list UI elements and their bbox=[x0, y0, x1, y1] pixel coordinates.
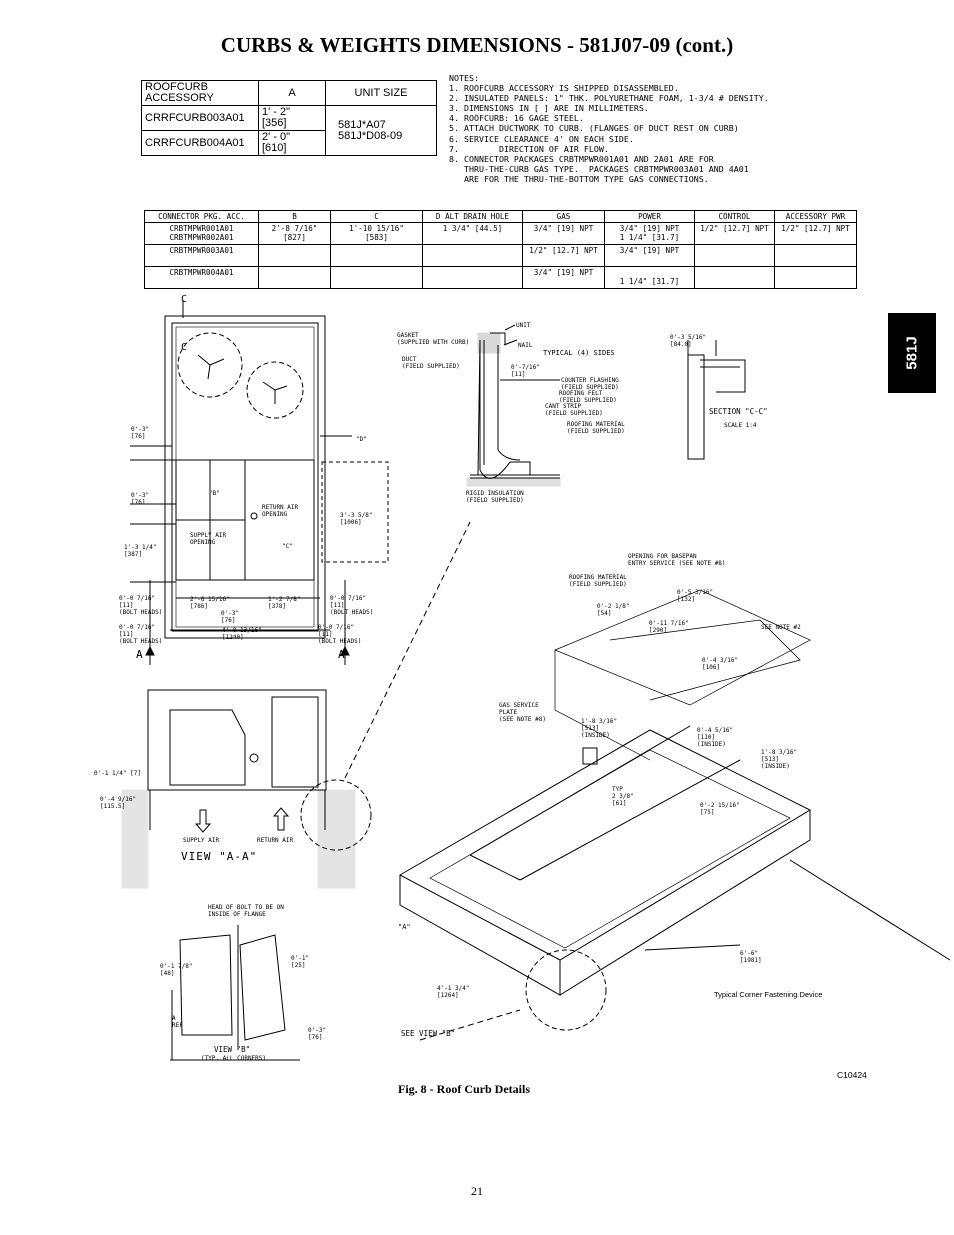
note-2: 2. INSULATED PANELS: 1" THK. POLYURETHANE FOAM, 1-3/4 # DENSITY. bbox=[449, 93, 769, 104]
conn-header-control: CONTROL bbox=[695, 211, 775, 223]
conn-r3-power: 1 1/4" [31.7] bbox=[605, 267, 695, 289]
conn-r1-power: 3/4" [19] NPT 1 1/4" [31.7] bbox=[605, 223, 695, 245]
dim-0-11-716: 0'-11 7/16" [290] bbox=[649, 620, 689, 634]
label-view-aa: VIEW "A-A" bbox=[181, 850, 258, 863]
dim-1-8-316-a: 1'-8 3/16" [513] (INSIDE) bbox=[581, 718, 618, 739]
label-head-of-bolt: HEAD OF BOLT TO BE ON INSIDE OF FLANGE bbox=[208, 904, 284, 918]
label-section-cc: SECTION "C-C" bbox=[709, 407, 768, 416]
label-a-left: A bbox=[136, 648, 143, 661]
dim-0-3-76c: 0'-3" [76] bbox=[221, 610, 240, 624]
label-roofing-material: ROOFING MATERIAL (FIELD SUPPLIED) bbox=[567, 421, 625, 435]
conn-r2-gas: 1/2" [12.7] NPT bbox=[523, 245, 605, 267]
note-5: 5. ATTACH DUCTWORK TO CURB. (FLANGES OF DUCT REST ON CURB) bbox=[449, 123, 739, 134]
note-4: 4. ROOFCURB: 16 GAGE STEEL. bbox=[449, 113, 584, 124]
roof-header-accessory: ROOFCURB ACCESSORY bbox=[142, 81, 259, 106]
dim-0-3-mid: 0'-3" [76] bbox=[131, 492, 150, 506]
dim-0-3-516: 0'-3 5/16" [84.0] bbox=[670, 334, 707, 348]
detail-callout-line bbox=[345, 522, 470, 778]
dim-1-8-316-b: 1'-8 3/16" [513] (INSIDE) bbox=[761, 749, 798, 770]
isometric-curb bbox=[400, 590, 950, 1040]
note-7: 7. DIRECTION OF AIR FLOW. bbox=[449, 143, 609, 154]
conn-header-power: POWER bbox=[605, 211, 695, 223]
label-b: "B" bbox=[209, 490, 220, 497]
roof-header-unit-size: UNIT SIZE bbox=[326, 81, 437, 106]
conn-r2-pkg: CRBTMPWR003A01 bbox=[145, 245, 259, 267]
note-6: 6. SERVICE CLEARANCE 4' ON EACH SIDE. bbox=[449, 133, 634, 144]
page-title: CURBS & WEIGHTS DIMENSIONS - 581J07-09 (cont.) bbox=[220, 33, 734, 57]
label-a-right: A bbox=[338, 648, 345, 661]
corner-fastening-label: Typical Corner Fastening Device bbox=[714, 990, 823, 999]
label-scale: SCALE 1:4 bbox=[724, 422, 757, 429]
dim-bolt-heads-1: 0'-0 7/16" [11] (BOLT HEADS) bbox=[119, 595, 163, 616]
dim-0-4-516: 0'-4 5/16" [110] (INSIDE) bbox=[697, 727, 734, 748]
conn-r1-c: 1'-10 15/16" [583] bbox=[331, 223, 423, 245]
conn-r1-d: 1 3/4" [44.5] bbox=[423, 223, 523, 245]
conn-header-pkg: CONNECTOR PKG. ACC. bbox=[145, 211, 259, 223]
side-tab-label: 581J bbox=[903, 336, 921, 370]
label-supply-air: SUPPLY AIR bbox=[183, 837, 220, 844]
dim-0-2-1516: 0'-2 15/16" [75] bbox=[700, 802, 740, 816]
label-typical-sides: TYPICAL (4) SIDES bbox=[543, 349, 615, 357]
dim-0-5-316: 0'-5 3/16" [132] bbox=[677, 589, 714, 603]
conn-header-gas: GAS bbox=[523, 211, 605, 223]
roof-row2-accessory: CRRFCURB004A01 bbox=[142, 131, 259, 156]
label-supply-air-opening: SUPPLY AIR OPENING bbox=[190, 532, 227, 546]
conn-header-d: D ALT DRAIN HOLE bbox=[423, 211, 523, 223]
view-b bbox=[170, 925, 300, 1060]
dim-bolt-heads-2: 0'-0 7/16" [11] (BOLT HEADS) bbox=[330, 595, 374, 616]
label-rigid-insulation: RIGID INSULATION (FIELD SUPPLIED) bbox=[466, 490, 524, 504]
conn-r1-pkg: CRBTMPWR001A01 CRBTMPWR002A01 bbox=[145, 223, 259, 245]
label-typ-2-38: TYP 2 3/8" [61] bbox=[612, 786, 634, 807]
conn-r1-accessory-pwr: 1/2" [12.7] NPT bbox=[775, 223, 857, 245]
dim-3-3-58: 3'-3 5/8" [1006] bbox=[340, 512, 373, 526]
dim-bolt-heads-3: 0'-0 7/16" [11] (BOLT HEADS) bbox=[119, 624, 163, 645]
dim-bolt-heads-4: 0'-0 7/16" [11] (BOLT HEADS) bbox=[318, 624, 362, 645]
label-a-ref: A REF bbox=[172, 1015, 183, 1029]
conn-r1-control: 1/2" [12.7] NPT bbox=[695, 223, 775, 245]
label-view-b: VIEW "B" bbox=[214, 1045, 251, 1054]
roof-row1-accessory: CRRFCURB003A01 bbox=[142, 106, 259, 131]
dim-1-2-78: 1'-2 7/8" [378] bbox=[268, 596, 301, 610]
dim-0-1: 0'-1" [25] bbox=[291, 955, 310, 969]
roof-row2-unit: 581J*D08-09 bbox=[338, 129, 403, 142]
label-nail: NAIL bbox=[518, 342, 533, 349]
label-see-note-2: SEE NOTE #2 bbox=[761, 624, 801, 631]
conn-r1-b: 2'-8 7/16" [827] bbox=[259, 223, 331, 245]
note-3: 3. DIMENSIONS IN [ ] ARE IN MILLIMETERS. bbox=[449, 103, 649, 114]
note-8: 8. CONNECTOR PACKAGES CRBTMPWR001A01 AND 2A01 ARE FOR bbox=[449, 153, 714, 164]
dim-6-6: 6'-6" [1981] bbox=[740, 950, 762, 964]
dim-0-3-76d: 0'-3" [76] bbox=[308, 1027, 327, 1041]
roof-row2-a-mm: [610] bbox=[262, 142, 287, 154]
roof-header-a: A bbox=[259, 81, 326, 106]
notes-heading: NOTES: bbox=[449, 73, 479, 83]
label-typ-all-corners: (TYP. ALL CORNERS) bbox=[201, 1055, 267, 1062]
label-c-top: C bbox=[181, 294, 188, 305]
conn-r3-pkg: CRBTMPWR004A01 bbox=[145, 267, 259, 289]
dim-2-6-1516: 2'-6 15/16" [786] bbox=[190, 596, 230, 610]
dim-1-3-14: 1'-3 1/4" [387] bbox=[124, 544, 157, 558]
roof-row1-a-ft: 1' - 2" bbox=[262, 106, 291, 118]
label-gasket: GASKET (SUPPLIED WITH CURB) bbox=[397, 332, 470, 346]
dim-0-3-top: 0'-3" [76] bbox=[131, 426, 150, 440]
roof-row1-a-mm: [356] bbox=[262, 117, 287, 129]
dim-0-4-916: 0'-4 9/16" [115.5] bbox=[100, 796, 137, 810]
label-roofing-material-2: ROOFING MATERIAL (FIELD SUPPLIED) bbox=[569, 574, 627, 588]
roof-row1-unit: 581J*A07 bbox=[338, 118, 386, 131]
conn-header-c: C bbox=[331, 211, 423, 223]
roof-row2-a-ft: 2' - 0" bbox=[262, 131, 291, 143]
label-gas-service-plate: GAS SERVICE PLATE (SEE NOTE #8) bbox=[499, 702, 546, 723]
dim-0-7-16: 0'-7/16" [11] bbox=[511, 364, 540, 378]
page-number: 21 bbox=[471, 1184, 483, 1198]
dim-0-1-78: 0'-1 7/8" [48] bbox=[160, 963, 193, 977]
label-opening-basepan: OPENING FOR BASEPAN ENTRY SERVICE (SEE NOTE #8) bbox=[628, 553, 726, 567]
dim-4-1-34: 4'-1 3/4" [1264] bbox=[437, 985, 470, 999]
label-return-air-opening: RETURN AIR OPENING bbox=[262, 504, 299, 518]
dim-0-4-316: 0'-4 3/16" [106] bbox=[702, 657, 739, 671]
conn-r3-gas: 3/4" [19] NPT bbox=[523, 267, 605, 289]
dim-4-0-1316: 4'-0 13/16" [1240] bbox=[222, 627, 262, 641]
label-unit: UNIT bbox=[516, 322, 531, 329]
label-c-quote: "C" bbox=[282, 543, 293, 550]
note-8-cont-1: THRU-THE-CURB GAS TYPE. PACKAGES CRBTMPWR003A01 AND 4A01 bbox=[449, 163, 749, 174]
conn-header-b: B bbox=[259, 211, 331, 223]
label-d: "D" bbox=[356, 436, 367, 443]
dim-0-2-18: 0'-2 1/8" [54] bbox=[597, 603, 630, 617]
label-c-left: C bbox=[181, 342, 188, 353]
label-return-air: RETURN AIR bbox=[257, 837, 294, 844]
label-roofing-felt: ROOFING FELT (FIELD SUPPLIED) bbox=[559, 390, 617, 404]
conn-r1-gas: 3/4" [19] NPT bbox=[523, 223, 605, 245]
conn-r2-power: 3/4" [19] NPT bbox=[605, 245, 695, 267]
dim-0-1-14: 0'-1 1/4" [7] bbox=[94, 770, 141, 777]
conn-header-accessory-pwr: ACCESSORY PWR bbox=[775, 211, 857, 223]
section-cc-detail bbox=[688, 340, 745, 459]
label-a-quote: "A" bbox=[398, 923, 411, 931]
drawing-code: C10424 bbox=[837, 1070, 867, 1080]
label-cant-strip: CANT STRIP (FIELD SUPPLIED) bbox=[545, 403, 603, 417]
label-duct: DUCT (FIELD SUPPLIED) bbox=[402, 356, 460, 370]
figure-caption: Fig. 8 - Roof Curb Details bbox=[398, 1082, 530, 1096]
note-1: 1. ROOFCURB ACCESSORY IS SHIPPED DISASSEMBLED. bbox=[449, 83, 679, 94]
label-see-view-b: SEE VIEW "B" bbox=[401, 1029, 456, 1038]
note-8-cont-2: ARE FOR THE THRU-THE-BOTTOM TYPE GAS CONNECTIONS. bbox=[449, 173, 709, 184]
label-counter-flashing: COUNTER FLASHING (FIELD SUPPLIED) bbox=[561, 377, 619, 391]
